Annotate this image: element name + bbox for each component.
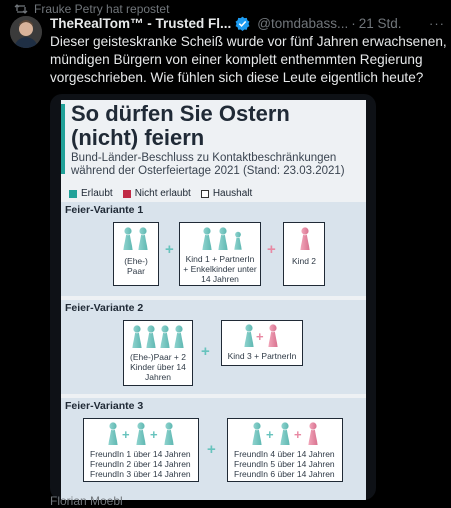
variant-2: [61, 300, 366, 394]
title-line-2: (nicht) feiern: [71, 125, 205, 150]
pawn-allowed-icon: [160, 325, 170, 349]
pawn-not-allowed-icon: [300, 227, 310, 251]
variant-3-friend-2: FreundIn 2 über 14 Jahren: [90, 459, 191, 469]
legend-swatch-teal: [69, 190, 77, 198]
author-handle[interactable]: @tomdabass...: [257, 15, 349, 31]
plus-icon: +: [150, 427, 158, 442]
plus-icon: +: [201, 343, 210, 360]
variant-1-box-couple-caption: (Ehe-) Paar: [124, 256, 148, 276]
author-name[interactable]: TheRealTom™ - Trusted Fl...: [50, 15, 232, 31]
pawn-allowed-icon: [234, 231, 242, 251]
avatar[interactable]: [10, 16, 42, 48]
variant-3-friend-3: FreundIn 3 über 14 Jahren: [90, 469, 191, 479]
tweet-media-card[interactable]: [50, 94, 376, 500]
plus-icon: +: [207, 441, 216, 458]
legend-label-household: Haushalt: [212, 188, 253, 199]
variant-1-box-child1: [179, 222, 261, 286]
variant-3: [61, 398, 366, 500]
plus-icon: +: [266, 427, 274, 442]
variant-3-box-friends-a: [83, 418, 199, 482]
next-post-author[interactable]: Florian Moebl: [50, 494, 123, 508]
plus-icon: +: [122, 427, 130, 442]
repost-label: Frauke Petry hat repostet: [34, 2, 170, 16]
tweet-text: Dieser geisteskranke Scheiß wurde vor fünf Jahren erwachsenen, mündigen Bürgern von einer komplett enthemmten Regierung vorgeschrieben. Wie fühlen sich diese Leute eigentlich heute?: [50, 34, 447, 85]
post-time[interactable]: 21 Std.: [358, 15, 402, 31]
variant-3-label: Feier-Variante 3: [65, 400, 144, 412]
pawn-allowed-icon: [108, 422, 118, 446]
tweet-header: [50, 14, 445, 32]
plus-icon: +: [165, 241, 174, 258]
more-options-icon[interactable]: ···: [429, 16, 445, 31]
pawn-allowed-icon: [123, 227, 133, 251]
variant-2-box-child3: [221, 320, 303, 366]
plus-icon: +: [294, 427, 302, 442]
pawn-not-allowed-icon: [308, 422, 318, 446]
repost-icon: [14, 3, 28, 15]
pawn-allowed-icon: [280, 422, 290, 446]
legend-household: [201, 188, 252, 199]
pawn-allowed-icon: [174, 325, 184, 349]
pawn-allowed-icon: [136, 422, 146, 446]
variant-2-label: Feier-Variante 2: [65, 302, 144, 314]
variant-1-box-couple: [113, 222, 159, 286]
infographic: [61, 100, 366, 500]
plus-icon: +: [267, 241, 276, 258]
pawn-allowed-icon: [244, 324, 254, 348]
infographic-subtitle: Bund-Länder-Beschluss zu Kontaktbeschränkungen während der Osterfeiertage 2021 (Stand: 23.03.2021): [71, 152, 345, 177]
variant-3-friend-1: FreundIn 1 über 14 Jahren: [90, 449, 191, 459]
variant-1: [61, 202, 366, 296]
title-line-1: So dürfen Sie Ostern: [71, 101, 290, 126]
variant-2-box-family: [123, 320, 193, 386]
variant-2-box-child3-caption: Kind 3 + PartnerIn: [227, 351, 297, 361]
infographic-title: [71, 102, 290, 150]
legend-allowed: [69, 188, 113, 199]
pawn-allowed-icon: [252, 422, 262, 446]
pawn-not-allowed-icon: [268, 324, 278, 348]
pawn-allowed-icon: [202, 227, 212, 251]
avatar-image: [10, 16, 42, 48]
variant-3-friend-6: FreundIn 6 über 14 Jahren: [234, 469, 335, 479]
variant-1-box-child2: [283, 222, 325, 286]
variant-1-label: Feier-Variante 1: [65, 204, 144, 216]
pawn-allowed-icon: [132, 325, 142, 349]
pawn-allowed-icon: [218, 227, 228, 251]
legend-swatch-red: [123, 190, 131, 198]
variant-1-box-child2-caption: Kind 2: [291, 256, 317, 266]
title-accent-bar: [61, 104, 65, 174]
separator-dot: ·: [351, 15, 356, 31]
verified-badge-icon: [235, 16, 250, 31]
legend: [69, 188, 262, 199]
pawn-allowed-icon: [138, 227, 148, 251]
legend-not-allowed: [123, 188, 191, 199]
legend-swatch-white: [201, 190, 209, 198]
variant-1-box-child1-caption: Kind 1 + PartnerIn + Enkelkinder unter 14 Jahren: [183, 254, 257, 284]
variant-3-box-friends-b: [227, 418, 343, 482]
pawn-allowed-icon: [164, 422, 174, 446]
legend-label-not-allowed: Nicht erlaubt: [134, 188, 191, 199]
variant-3-friend-4: FreundIn 4 über 14 Jahren: [234, 449, 335, 459]
variant-2-box-family-caption: (Ehe-)Paar + 2 Kinder über 14 Jahren: [130, 352, 186, 382]
pawn-allowed-icon: [146, 325, 156, 349]
plus-icon: +: [256, 329, 264, 344]
legend-label-allowed: Erlaubt: [81, 188, 113, 199]
variant-3-friend-5: FreundIn 5 über 14 Jahren: [234, 459, 335, 469]
